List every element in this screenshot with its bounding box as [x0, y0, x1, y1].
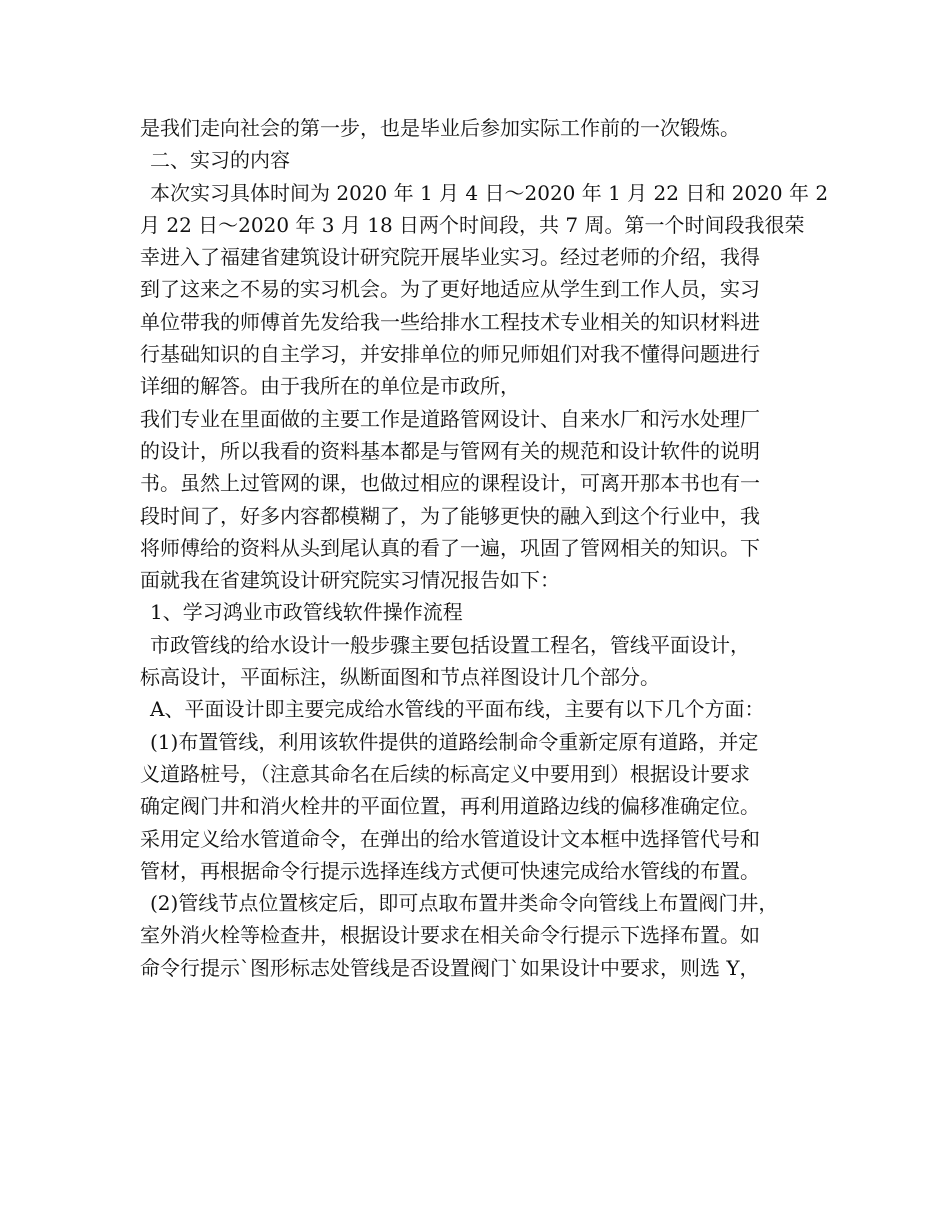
text-line: 的设计，所以我看的资料基本都是与管网有关的规范和设计软件的说明 — [140, 438, 760, 463]
text-line: 行基础知识的自主学习，并安排单位的师兄师姐们对我不懂得问题进行 — [140, 342, 760, 367]
text-line: 幸进入了福建省建筑设计研究院开展毕业实习。经过老师的介绍，我得 — [140, 245, 760, 270]
text-line: 市政管线的给水设计一般步骤主要包括设置工程名，管线平面设计， — [150, 632, 750, 657]
text-line: 段时间了，好多内容都模糊了，为了能够更快的融入到这个行业中，我 — [140, 503, 760, 528]
text-line: 命令行提示`图形标志处管线是否设置阀门`如果设计中要求，则选 Y， — [140, 955, 760, 980]
text-line: 本次实习具体时间为 2020 年 1 月 4 日～2020 年 1 月 22 日和 2020 年 2 — [150, 180, 829, 205]
text-line: 月 22 日～2020 年 3 月 18 日两个时间段，共 7 周。第一个时间段我很荣 — [140, 212, 805, 237]
text-line: 确定阀门井和消火栓井的平面位置，再利用道路边线的偏移准确定位。 — [140, 794, 760, 819]
section-heading: 二、实习的内容 — [150, 148, 290, 173]
text-line: 单位带我的师傅首先发给我一些给排水工程技术专业相关的知识材料进 — [140, 309, 760, 334]
document-body — [140, 112, 829, 984]
text-line: 采用定义给水管道命令，在弹出的给水管道设计文本框中选择管代号和 — [140, 826, 760, 851]
text-line: 义道路桩号，（注意其命名在后续的标高定义中要用到）根据设计要求 — [140, 761, 750, 786]
subsection-heading: 1、学习鸿业市政管线软件操作流程 — [150, 600, 463, 625]
text-line: A、平面设计即主要完成给水管线的平面布线，主要有以下几个方面： — [150, 697, 765, 722]
text-line: 我们专业在里面做的主要工作是道路管网设计、自来水厂和污水处理厂 — [140, 406, 760, 431]
text-line: 将师傅给的资料从头到尾认真的看了一遍，巩固了管网相关的知识。下 — [140, 535, 760, 560]
text-line: 到了这来之不易的实习机会。为了更好地适应从学生到工作人员，实习 — [140, 277, 760, 302]
text-line: 室外消火栓等检查井，根据设计要求在相关命令行提示下选择布置。如 — [140, 923, 760, 948]
text-line: (2)管线节点位置核定后，即可点取布置井类命令向管线上布置阀门井， — [150, 891, 779, 916]
text-line: 标高设计，平面标注，纵断面图和节点祥图设计几个部分。 — [140, 665, 660, 690]
text-line: 书。虽然上过管网的课，也做过相应的课程设计，可离开那本书也有一 — [140, 471, 760, 496]
text-line: (1)布置管线，利用该软件提供的道路绘制命令重新定原有道路，并定 — [150, 729, 759, 754]
text-line: 管材，再根据命令行提示选择连线方式便可快速完成给水管线的布置。 — [140, 858, 760, 883]
text-line: 面就我在省建筑设计研究院实习情况报告如下： — [140, 568, 560, 593]
text-line: 详细的解答。由于我所在的单位是市政所， — [140, 374, 520, 399]
text-line: 是我们走向社会的第一步，也是毕业后参加实际工作前的一次锻炼。 — [140, 116, 740, 140]
